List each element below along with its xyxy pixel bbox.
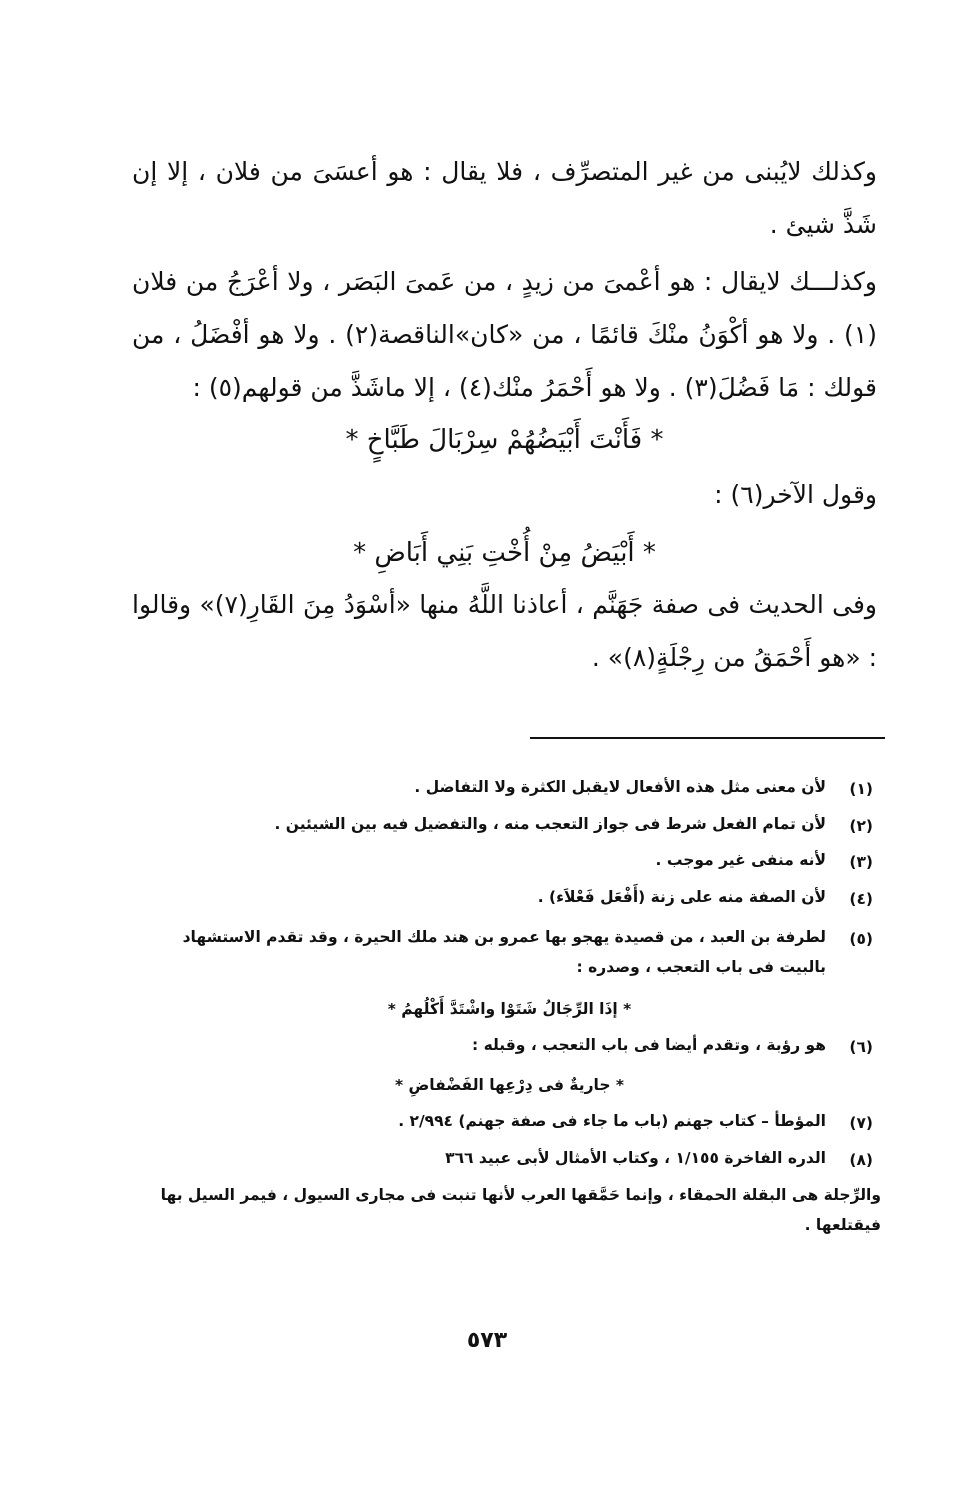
footnote-text: لأنه منفى غير موجب . <box>655 851 826 869</box>
page-number: ٥٧٣ <box>466 1328 508 1353</box>
footnote-3 <box>138 845 881 879</box>
body-paragraph-2 <box>132 255 877 414</box>
footnote-5-verse: * إذَا الرِّجَالُ شَتَوْا واشْتَدَّ أَكْلُهمُ * <box>387 1000 632 1018</box>
footnote-text: المؤطأ – كتاب جهنم (باب ما جاء فى صفة جهنم) ٢/٩٩٤ . <box>398 1112 826 1130</box>
footnote-2 <box>138 809 881 843</box>
footnote-number: (٣) <box>849 853 873 871</box>
footnote-text: لأن معنى مثل هذه الأفعال لايقبل الكثرة ولا التفاضل . <box>414 778 826 796</box>
paragraph-text: وفى الحديث فى صفة جَهَنَّم ، أعاذنا اللَّهُ منها «أسْوَدُ مِنَ القَارِ(٧)» وقالوا : «هو أَحْمَقُ من رِجْلَةٍ(٨)» . <box>132 590 877 672</box>
footnote-number: (٤) <box>849 890 873 908</box>
footnote-number: (١) <box>849 780 873 798</box>
footnote-1 <box>138 772 881 806</box>
footnote-8 <box>138 1143 881 1177</box>
paragraph-text: وكذلك لايُبنى من غير المتصرِّف ، فلا يقال : هو أعسَىَ من فلان ، إلا إن شَذَّ شيئ . <box>132 157 877 239</box>
footnote-number: (٧) <box>849 1114 873 1132</box>
footnote-7 <box>138 1106 881 1140</box>
footnote-text: هو رؤبة ، وتقدم أيضا فى باب التعجب ، وقبله : <box>471 1036 826 1054</box>
footnote-text: لطرفة بن العبد ، من قصيدة يهجو بها عمرو بن هند ملك الحيرة ، وقد تقدم الاستشهاد بالبيت فى باب التعجب ، وصدره : <box>182 928 826 976</box>
footnote-6 <box>138 1030 881 1064</box>
footnote-text: لأن الصفة منه على زنة (أَفْعَل فَعْلاَء) . <box>537 888 826 906</box>
footnote-6-verse: * جاريةٌ فى دِرْعِها الفَضْفاضِ * <box>394 1076 625 1094</box>
footnote-number: (٦) <box>849 1038 873 1056</box>
verse-line-2: * أَبْيَضُ مِنْ أُخْتِ بَنِي أَبَاضِ * <box>353 538 656 568</box>
paragraph-text: وقول الآخر(٦) : <box>714 480 877 509</box>
body-paragraph-closing <box>132 578 877 684</box>
paragraph-text: وكذلـــك لايقال : هو أعْمىَ من زيدٍ ، من عَمىَ البَصَر ، ولا أعْرَجُ من فلان (١) . ولا هو أكْوَنُ منْكَ قائمًا ، من «كان»الناقصة(٢) . ولا هو أفْضَلُ ، من قولك : مَا فَضُلَ(٣) . ولا هو أَحْمَرُ منْك(٤) ، إلا ماشَذَّ من قولهم(٥) : <box>132 267 877 402</box>
footnote-text: لأن تمام الفعل شرط فى جواز التعجب منه ، والتفضيل فيه بين الشيئين . <box>274 815 826 833</box>
footnote-text: الدره الفاخرة ١/١٥٥ ، وكتاب الأمثال لأبى عبيد ٣٦٦ <box>445 1149 826 1167</box>
footnote-separator <box>530 737 885 739</box>
verse-line-1: * فَأَنْتَ أَبْيَضُهُمْ سِرْبَالَ طَبَّاخٍ * <box>345 425 664 455</box>
footnote-4 <box>138 882 881 916</box>
body-paragraph-1 <box>132 145 877 251</box>
footnote-number: (٥) <box>849 930 873 948</box>
footnote-number: (٢) <box>849 817 873 835</box>
verse-intro <box>132 468 877 521</box>
footnote-8-continuation: والرِّجلة هى البقلة الحمقاء ، وإنما حَمَّقها العرب لأنها تنبت فى مجارى السيول ، فيمر السيل بها فيقتلعها . <box>160 1186 881 1234</box>
footnote-number: (٨) <box>849 1151 873 1169</box>
footnote-5 <box>138 922 881 982</box>
